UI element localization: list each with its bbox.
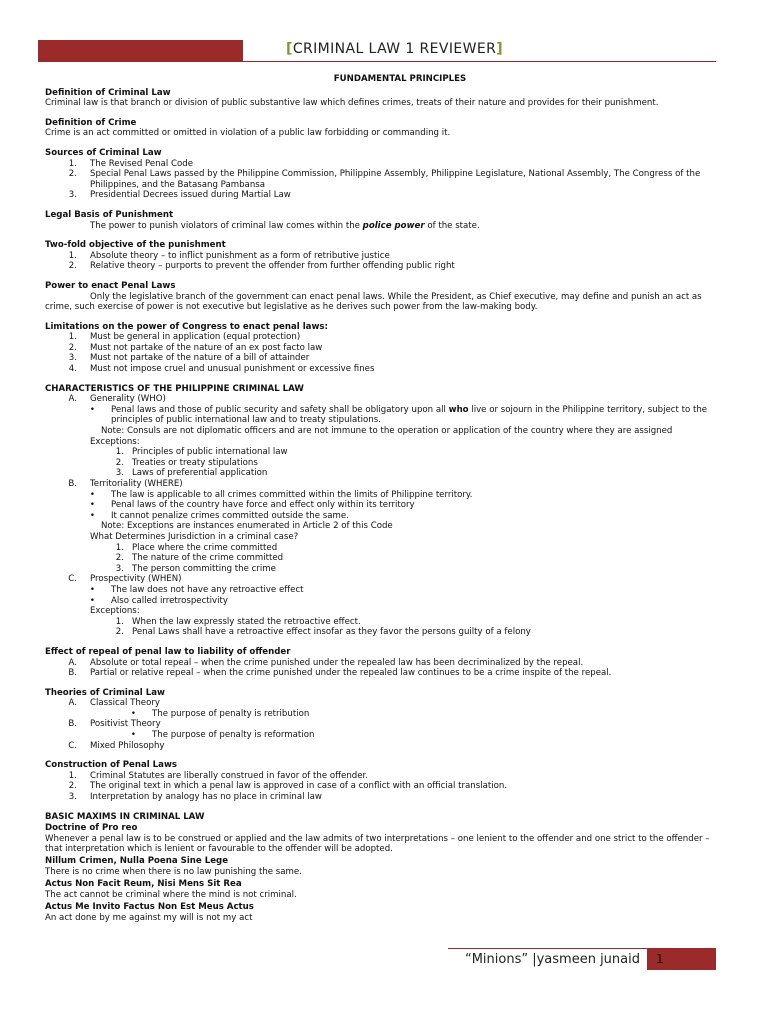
limitations-heading: Limitations on the power of Congress to enact penal laws: <box>45 321 328 332</box>
repeal-heading: Effect of repeal of penal law to liability of offender <box>45 646 291 657</box>
title-text: CRIMINAL LAW 1 REVIEWER <box>292 41 497 57</box>
list-item: 2. Relative theory – purports to prevent the offender from further offending public right <box>68 261 455 272</box>
legal-basis-heading: Legal Basis of Punishment <box>45 209 174 220</box>
bullet-item: • The purpose of penalty is retribution <box>130 708 310 719</box>
nullum-crimen-text: There is no crime when there is no law punishing the same. <box>45 866 302 877</box>
actus-me-invito-text: An act done by me against my will is not my act <box>45 912 253 923</box>
section-title: FUNDAMENTAL PRINCIPLES <box>333 74 467 84</box>
footer-author: “Minions” |yasmeen junaid <box>464 952 640 967</box>
def-criminal-law-text: Criminal law is that branch or division of public substantive law which defines crimes, treats of their nature and provides for their punishment. <box>45 98 659 109</box>
list-item: 2. Penal Laws shall have a retroactive effect insofar as they favor the persons guilty of a felony <box>115 627 531 638</box>
list-item: 1. Place where the crime committed <box>115 542 278 553</box>
list-item: 1. Must be general in application (equal protection) <box>68 332 301 343</box>
list-item: 2. Must not partake of the nature of an ex post facto law <box>68 342 323 353</box>
legal-basis-text: The power to punish violators of criminal law comes within the police power of the state. <box>90 220 480 231</box>
list-item: 3. The person committing the crime <box>115 563 276 574</box>
list-item: 2. The nature of the crime committed <box>115 553 284 564</box>
list-item: 3. Interpretation by analogy has no place in criminal law <box>68 792 322 803</box>
actus-non-facit-text: The act cannot be criminal where the mind is not criminal. <box>45 889 297 900</box>
list-item: 3. Must not partake of the nature of a bill of attainder <box>68 353 310 364</box>
list-item: 1. Principles of public international law <box>115 447 288 458</box>
page-number-box <box>648 948 716 970</box>
maxims-heading: BASIC MAXIMS IN CRIMINAL LAW <box>45 811 205 822</box>
list-item: 4. Must not impose cruel and unusual punishment or excessive fines <box>68 364 375 375</box>
page-header <box>38 40 716 62</box>
list-item: C. Mixed Philosophy <box>68 740 165 751</box>
list-item: B. Positivist Theory <box>68 719 161 730</box>
list-item: 2. Special Penal Laws passed by the Philippine Commission, Philippine Assembly, Philippine Legislature, National Assembly, The Congress of the Philippines, and the Batasang Pambansa <box>68 169 701 190</box>
pro-reo-heading: Doctrine of Pro reo <box>45 823 138 834</box>
construction-heading: Construction of Penal Laws <box>45 760 178 771</box>
prospectivity-exceptions-label: Exceptions: <box>90 606 140 617</box>
actus-non-facit-heading: Actus Non Facit Reum, Nisi Mens Sit Rea <box>45 879 242 890</box>
power-enact-heading: Power to enact Penal Laws <box>45 280 176 291</box>
list-item: 1. Criminal Statutes are liberally construed in favor of the offender. <box>68 770 368 781</box>
title-bracket-open: [ <box>286 41 293 57</box>
list-item: 3. Laws of preferential application <box>115 468 268 479</box>
def-crime-heading: Definition of Crime <box>45 117 137 128</box>
page-number: 1 <box>656 952 664 966</box>
list-item: 1. When the law expressly stated the retroactive effect. <box>115 616 361 627</box>
def-criminal-law-heading: Definition of Criminal Law <box>45 87 171 98</box>
list-item: B. Partial or relative repeal – when the crime punished under the repealed law continues to be a crime inspite of the repeal. <box>68 668 612 679</box>
list-item: B. Territoriality (WHERE) <box>68 479 183 489</box>
list-item: 1. Absolute theory – to inflict punishment as a form of retributive justice <box>68 250 390 261</box>
generality-note: Note: Consuls are not diplomatic officers and are not immune to the operation or application of the country where they are assigned <box>101 426 673 437</box>
two-fold-heading: Two-fold objective of the punishment <box>45 240 226 251</box>
characteristics-heading: CHARACTERISTICS OF THE PHILIPPINE CRIMINAL LAW <box>45 383 304 394</box>
header-color-band <box>38 40 243 62</box>
bullet-item: • The purpose of penalty is reformation <box>130 730 315 741</box>
theories-heading: Theories of Criminal Law <box>45 687 165 698</box>
list-item: C. Prospectivity (WHEN) <box>68 574 182 585</box>
sources-heading: Sources of Criminal Law <box>45 147 162 158</box>
bullet-item: • It cannot penalize crimes committed outside the same. <box>89 510 349 521</box>
bullet-item: • The law does not have any retroactive effect <box>89 584 304 595</box>
bullet-item: • Penal laws of the country have force and effect only within its territory <box>89 500 415 511</box>
list-item: A. Generality (WHO) <box>68 394 166 405</box>
generality-exceptions-label: Exceptions: <box>90 436 140 447</box>
page-footer <box>38 948 716 970</box>
list-item: 3. Presidential Decrees issued during Martial Law <box>68 190 291 201</box>
list-item: 2. The original text in which a penal law is approved in case of a conflict with an official translation. <box>68 781 508 792</box>
header-rule <box>243 61 716 62</box>
document-title <box>286 41 503 57</box>
power-enact-text: Only the legislative branch of the government can enact penal laws. While the President, as Chief executive, may define and punish an act as crime, such exercise of power is not executive but legislative as he derives such power from the law-making body. <box>45 291 702 313</box>
territoriality-note: Note: Exceptions are instances enumerated in Article 2 of this Code <box>101 521 393 532</box>
actus-me-invito-heading: Actus Me Invito Factus Non Est Meus Actus <box>45 902 254 913</box>
title-bracket-close: ] <box>496 41 504 57</box>
list-item: A. Classical Theory <box>68 698 160 709</box>
nullum-crimen-heading: Nillum Crimen, Nulla Poena Sine Lege <box>45 856 229 866</box>
def-crime-text: Crime is an act committed or omitted in violation of a public law forbidding or commanding it. <box>45 128 451 139</box>
bullet-item: • Also called irretrospectivity <box>89 595 228 606</box>
bullet-item: • Penal laws and those of public security and safety shall be obligatory upon all who live or sojourn in the Philippine territory, subject to the principles of public international law and to treaty stipulations. <box>89 404 708 426</box>
bullet-item: • The law is applicable to all crimes committed within the limits of Philippine territory. <box>89 489 473 500</box>
document-body <box>45 74 725 924</box>
list-item: 1. The Revised Penal Code <box>68 158 194 169</box>
list-item: 2. Treaties or treaty stipulations <box>115 457 258 468</box>
territoriality-question: What Determines Jurisdiction in a criminal case? <box>90 531 299 542</box>
list-item: A. Absolute or total repeal – when the crime punished under the repealed law has been decriminalized by the repeal. <box>68 657 584 668</box>
pro-reo-text: Whenever a penal law is to be construed or applied and the law admits of two interpretations – one lenient to the offender and one strict to the offender – that interpretation which is lenient or favourable to the offender will be adopted. <box>45 833 710 855</box>
